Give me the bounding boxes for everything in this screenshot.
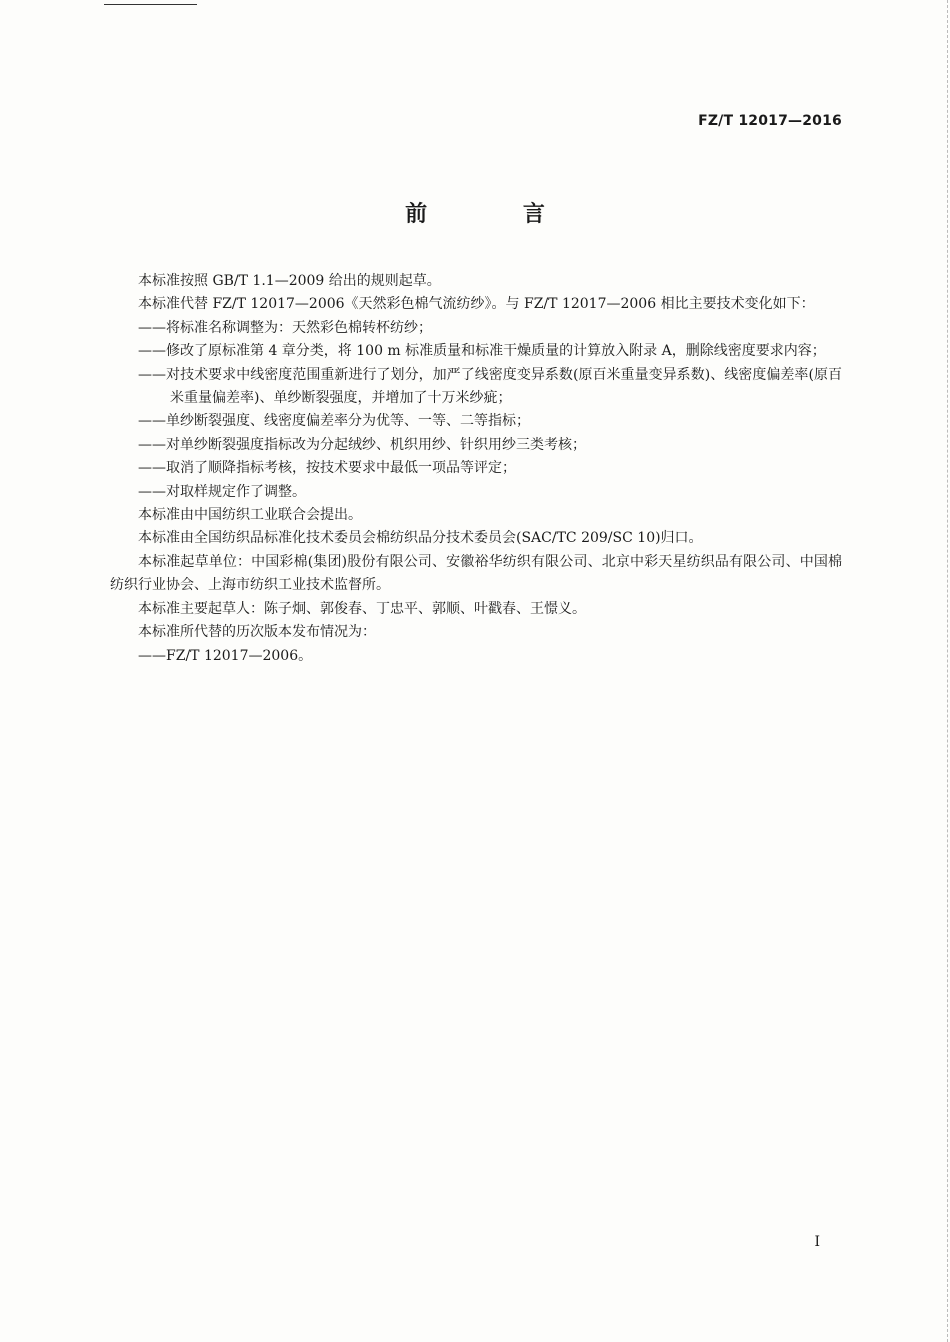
change-item: ——取消了顺降指标考核，按技术要求中最低一项品等评定； [138,460,516,477]
paragraph-previous-editions: 本标准所代替的历次版本发布情况为： [138,624,376,641]
previous-edition-item: ——FZ/T 12017—2006。 [138,647,313,664]
change-item: ——对技术要求中线密度范围重新进行了划分，加严了线密度变异系数(原百米重量变异系数)、线密度偏差率(原百米重量偏差率)、单纱断裂强度，并增加了十万米纱疵； [138,366,842,407]
change-item: ——对单纱断裂强度指标改为分起绒纱、机织用纱、针织用纱三类考核； [138,436,586,453]
paragraph-drafting-rules: 本标准按照 GB/T 1.1—2009 给出的规则起草。 [138,273,441,289]
change-item: ——单纱断裂强度、线密度偏差率分为优等、一等、二等指标； [138,413,530,430]
change-item: ——将标准名称调整为：天然彩色棉转杯纺纱； [138,319,432,336]
paragraph-proposed-by: 本标准由中国纺织工业联合会提出。 [138,507,362,524]
paragraph-drafting-units: 本标准起草单位：中国彩棉(集团)股份有限公司、安徽裕华纺织有限公司、北京中彩天星纺织品有限公司、中国棉纺织行业协会、上海市纺织工业技术监督所。 [110,553,842,594]
change-item: ——对取样规定作了调整。 [138,483,306,500]
paragraph-centralized-by: 本标准由全国纺织品标准化技术委员会棉纺织品分技术委员会(SAC/TC 209/SC 10)归口。 [138,530,703,547]
top-rule [104,4,197,5]
foreword-body [110,270,842,668]
document-code: FZ/T 12017—2016 [698,113,842,129]
paragraph-drafters: 本标准主要起草人：陈子炯、郭俊春、丁忠平、郭顺、叶戳春、王憬义。 [138,600,586,617]
paragraph-replaces: 本标准代替 FZ/T 12017—2006《天然彩色棉气流纺纱》。与 FZ/T 12017—2006 相比主要技术变化如下： [138,296,815,313]
section-title: 前 言 [405,202,589,227]
change-item: ——修改了原标准第 4 章分类，将 100 m 标准质量和标准干燥质量的计算放入附录 A，删除线密度要求内容； [138,343,826,360]
page-number: I [814,1234,820,1250]
